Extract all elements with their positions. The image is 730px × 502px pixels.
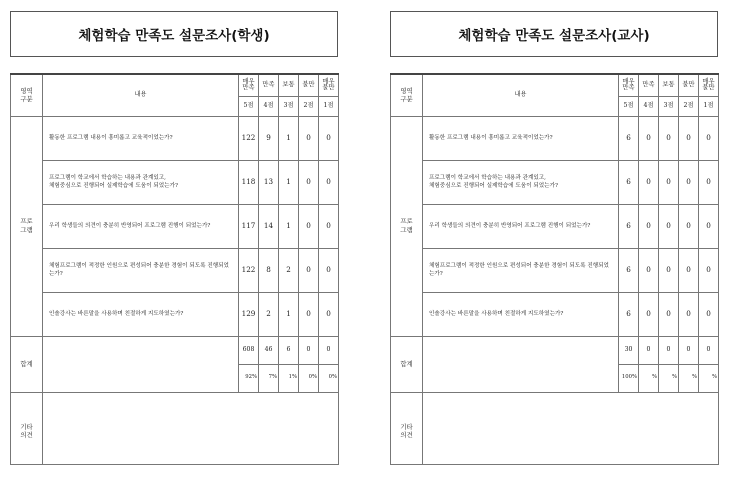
table-row [391, 292, 719, 336]
total-label: 합계 [11, 336, 43, 392]
content-header: 내용 [423, 74, 619, 116]
table-row [11, 204, 339, 248]
area-header: 영역 구분 [391, 74, 423, 116]
response-count: 0 [699, 292, 719, 336]
etc-label: 기타 의견 [11, 392, 43, 464]
etc-content [423, 392, 719, 464]
score-4: 4점 [259, 96, 279, 116]
content-header: 내용 [43, 74, 239, 116]
total-count: 0 [679, 336, 699, 364]
total-count: 6 [279, 336, 299, 364]
response-count: 2 [279, 248, 299, 292]
total-blank [423, 336, 619, 392]
score-1: 1점 [699, 96, 719, 116]
option-satisfied: 만족 [639, 74, 659, 96]
option-very-satisfied: 매우 만족 [619, 74, 639, 96]
total-count: 0 [639, 336, 659, 364]
total-percent: 0% [299, 364, 319, 392]
response-count: 0 [659, 116, 679, 160]
etc-row [391, 392, 719, 464]
response-count: 6 [619, 116, 639, 160]
student-survey-panel [10, 11, 338, 440]
option-very-dissatisfied: 매우 불만 [319, 74, 339, 96]
response-count: 122 [239, 248, 259, 292]
response-count: 0 [679, 116, 699, 160]
response-count: 0 [699, 204, 719, 248]
question-1: 활동한 프로그램 내용이 흥미롭고 교육적이었는가? [423, 116, 619, 160]
response-count: 6 [619, 248, 639, 292]
response-count: 14 [259, 204, 279, 248]
total-count: 0 [699, 336, 719, 364]
total-percent: 100% [619, 364, 639, 392]
total-label: 합계 [391, 336, 423, 392]
program-group-label: 프로 그램 [391, 116, 423, 336]
total-percent: 92% [239, 364, 259, 392]
response-count: 0 [319, 116, 339, 160]
response-count: 13 [259, 160, 279, 204]
option-satisfied: 만족 [259, 74, 279, 96]
teacher-survey-table [390, 73, 719, 465]
question-4: 체험프로그램이 적정한 인원으로 편성되어 충분한 경험이 되도록 진행되었는가? [423, 248, 619, 292]
option-very-dissatisfied: 매우 불만 [699, 74, 719, 96]
response-count: 2 [259, 292, 279, 336]
question-2: 프로그램이 학교에서 학습하는 내용과 관계있고, 체험중심으로 진행되어 실제학습에 도움이 되었는가? [43, 160, 239, 204]
score-5: 5점 [619, 96, 639, 116]
response-count: 0 [659, 204, 679, 248]
totals-row [11, 336, 339, 364]
table-row [11, 248, 339, 292]
question-4: 체험프로그램이 적정한 인원으로 편성되어 충분한 경험이 되도록 진행되었는가? [43, 248, 239, 292]
response-count: 0 [679, 292, 699, 336]
table-row [391, 160, 719, 204]
response-count: 0 [319, 292, 339, 336]
total-count: 0 [659, 336, 679, 364]
question-5: 인솔강사는 바른말을 사용하며 친절하게 지도하였는가? [43, 292, 239, 336]
table-row [11, 292, 339, 336]
table-row [11, 116, 339, 160]
response-count: 0 [639, 292, 659, 336]
area-header: 영역 구분 [11, 74, 43, 116]
response-count: 0 [319, 204, 339, 248]
score-2: 2점 [679, 96, 699, 116]
response-count: 0 [679, 204, 699, 248]
response-count: 0 [299, 292, 319, 336]
response-count: 6 [619, 160, 639, 204]
response-count: 0 [299, 116, 319, 160]
total-count: 608 [239, 336, 259, 364]
response-count: 0 [319, 248, 339, 292]
response-count: 9 [259, 116, 279, 160]
response-count: 0 [639, 116, 659, 160]
total-percent: % [699, 364, 719, 392]
response-count: 1 [279, 116, 299, 160]
response-count: 8 [259, 248, 279, 292]
response-count: 0 [659, 160, 679, 204]
response-count: 0 [639, 204, 659, 248]
response-count: 129 [239, 292, 259, 336]
etc-label: 기타 의견 [391, 392, 423, 464]
option-dissatisfied: 불만 [679, 74, 699, 96]
score-3: 3점 [279, 96, 299, 116]
response-count: 1 [279, 160, 299, 204]
etc-row [11, 392, 339, 464]
total-percent: 0% [319, 364, 339, 392]
response-count: 0 [699, 248, 719, 292]
response-count: 118 [239, 160, 259, 204]
etc-content [43, 392, 339, 464]
response-count: 1 [279, 292, 299, 336]
response-count: 6 [619, 204, 639, 248]
total-percent: % [639, 364, 659, 392]
question-3: 우리 학생들의 의견이 충분히 반영되어 프로그램 진행이 되었는가? [43, 204, 239, 248]
total-percent: 1% [279, 364, 299, 392]
table-row [391, 248, 719, 292]
response-count: 0 [699, 116, 719, 160]
option-neutral: 보통 [659, 74, 679, 96]
response-count: 0 [299, 204, 319, 248]
program-group-label: 프로 그램 [11, 116, 43, 336]
response-count: 0 [659, 248, 679, 292]
total-count: 46 [259, 336, 279, 364]
student-survey-title: 체험학습 만족도 설문조사(학생) [10, 11, 338, 57]
score-3: 3점 [659, 96, 679, 116]
teacher-survey-title: 체험학습 만족도 설문조사(교사) [390, 11, 718, 57]
score-1: 1점 [319, 96, 339, 116]
response-count: 0 [299, 248, 319, 292]
score-4: 4점 [639, 96, 659, 116]
question-5: 인솔강사는 바른말을 사용하며 친절하게 지도하였는가? [423, 292, 619, 336]
response-count: 0 [699, 160, 719, 204]
score-2: 2점 [299, 96, 319, 116]
response-count: 0 [319, 160, 339, 204]
teacher-survey-panel [390, 11, 718, 440]
total-count: 0 [319, 336, 339, 364]
response-count: 0 [639, 248, 659, 292]
total-count: 0 [299, 336, 319, 364]
response-count: 0 [659, 292, 679, 336]
option-neutral: 보통 [279, 74, 299, 96]
option-very-satisfied: 매우 만족 [239, 74, 259, 96]
question-2: 프로그램이 학교에서 학습하는 내용과 관계있고, 체험중심으로 진행되어 실제학습에 도움이 되었는가? [423, 160, 619, 204]
table-row [11, 160, 339, 204]
response-count: 0 [639, 160, 659, 204]
total-percent: % [659, 364, 679, 392]
response-count: 1 [279, 204, 299, 248]
total-percent: % [679, 364, 699, 392]
response-count: 117 [239, 204, 259, 248]
total-blank [43, 336, 239, 392]
total-count: 30 [619, 336, 639, 364]
response-count: 0 [679, 160, 699, 204]
question-1: 활동한 프로그램 내용이 흥미롭고 교육적이었는가? [43, 116, 239, 160]
response-count: 122 [239, 116, 259, 160]
option-dissatisfied: 불만 [299, 74, 319, 96]
response-count: 6 [619, 292, 639, 336]
response-count: 0 [299, 160, 319, 204]
score-5: 5점 [239, 96, 259, 116]
question-3: 우리 학생들의 의견이 충분히 반영되어 프로그램 진행이 되었는가? [423, 204, 619, 248]
total-percent: 7% [259, 364, 279, 392]
table-row [391, 204, 719, 248]
student-survey-table [10, 73, 339, 465]
response-count: 0 [679, 248, 699, 292]
totals-row [391, 336, 719, 364]
table-row [391, 116, 719, 160]
